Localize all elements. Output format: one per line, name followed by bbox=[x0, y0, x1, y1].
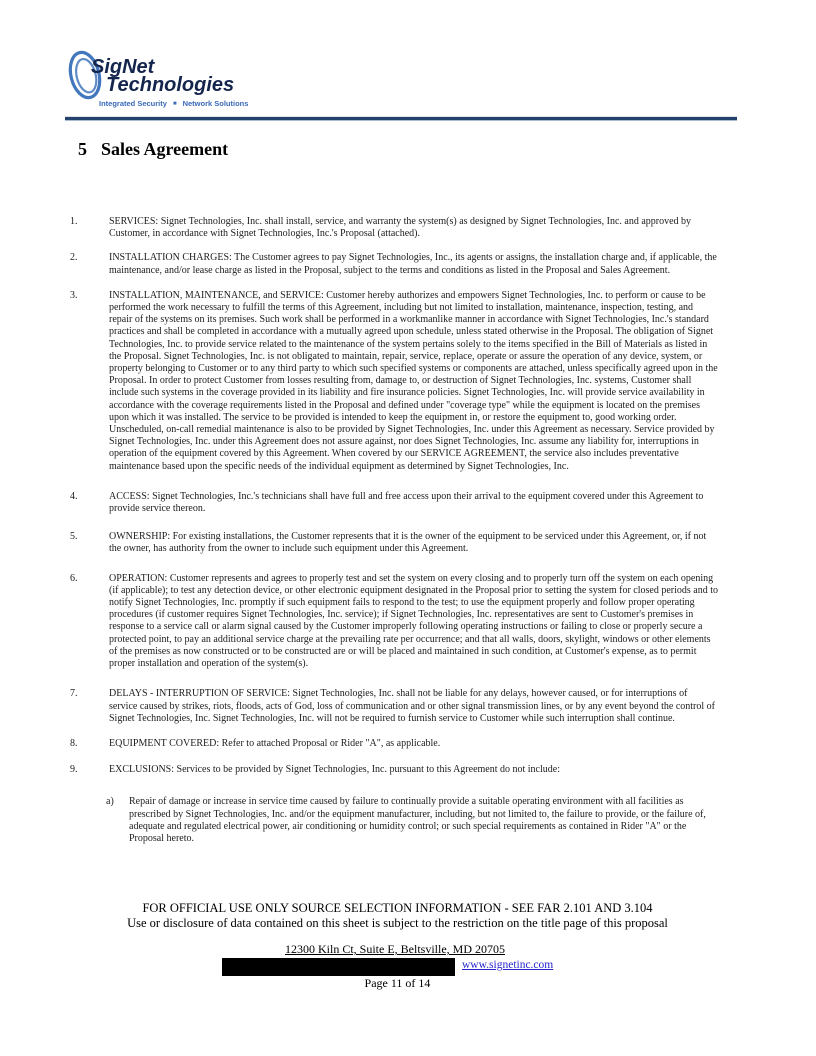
term-number: 9. bbox=[70, 764, 78, 776]
website-link[interactable]: www.signetinc.com bbox=[462, 959, 554, 971]
term-item-installation-maintenance-service bbox=[70, 290, 718, 473]
company-address: 12300 Kiln Ct, Suite E, Beltsville, MD 20705 bbox=[284, 942, 505, 956]
term-number: 7. bbox=[70, 688, 78, 700]
header-divider bbox=[65, 116, 737, 121]
page-number: Page 11 of 14 bbox=[364, 976, 431, 990]
term-item-installation-charges bbox=[70, 252, 718, 276]
term-item-access bbox=[70, 491, 718, 515]
term-text: EQUIPMENT COVERED: Refer to attached Proposal or Rider "A", as applicable. bbox=[109, 737, 441, 749]
term-number: 5. bbox=[70, 531, 78, 543]
term-text: INSTALLATION CHARGES: The Customer agrees to pay Signet Technologies, Inc., its agents or assigns, the installation charge and, if applicable, the maintenance, and/or lease charge as listed in the Proposal, subject to the terms and conditions as listed in the Proposal and Sales Agreement. bbox=[109, 252, 717, 276]
term-item-exclusions bbox=[70, 764, 718, 776]
tagline-square-icon: ■ bbox=[172, 101, 177, 107]
term-text: DELAYS - INTERRUPTION OF SERVICE: Signet Technologies, Inc. shall not be liable for any delays, however caused, or for interruptions of service caused by strikes, riots, floods, acts of God, loss of communication and or other signal transmission lines, or by any event beyond the control of Signet Technologies, Inc. Signet Technologies, Inc. will not be required to furnish service to Customer while such interruption shall continue. bbox=[109, 688, 715, 724]
term-text: OWNERSHIP: For existing installations, the Customer represents that it is the owner of the equipment to be serviced under this Agreement, or, if not the owner, has authority from the owner to include such equipment under this Agreement. bbox=[109, 531, 707, 555]
logo-tagline bbox=[99, 100, 299, 108]
page-title: Sales Agreement bbox=[101, 139, 229, 159]
term-number: 3. bbox=[70, 289, 78, 301]
company-logo bbox=[65, 45, 325, 110]
subitem-label: a) bbox=[106, 796, 114, 808]
subitem-text: Repair of damage or increase in service time caused by failure to continually provide a suitable operating environment with all facilities as prescribed by Signet Technologies, Inc. and/or the equipment manufacturer, including, but not limited to, the failure to provide, or the failure of, adequate and regulated electrical power, air conditioning or humidity control; or such special requirements as contained in Rider "A" or the Proposal hereto. bbox=[129, 796, 706, 844]
term-item-ownership bbox=[70, 531, 718, 555]
term-item-operation bbox=[70, 573, 718, 671]
section-number: 5 bbox=[78, 139, 87, 159]
term-item-delays bbox=[70, 688, 718, 725]
term-number: 2. bbox=[70, 252, 78, 264]
term-number: 6. bbox=[70, 572, 78, 584]
logo-text-technologies: Technologies bbox=[106, 74, 235, 96]
term-item-equipment-covered bbox=[70, 738, 718, 750]
terms-list bbox=[70, 216, 718, 845]
redaction-bar bbox=[222, 958, 455, 976]
term-number: 1. bbox=[70, 216, 78, 227]
exclusion-subitem-a bbox=[106, 796, 718, 845]
term-text: SERVICES: Signet Technologies, Inc. shall install, service, and warranty the system(s) as designed by Signet Technologies, Inc. and approved by Customer, in accordance with Signet Technologies, Inc.'s Proposal (attached). bbox=[109, 216, 692, 240]
fouo-notice-line2: Use or disclosure of data contained on this sheet is subject to the restriction on the title page of this proposal bbox=[127, 915, 668, 930]
fouo-notice bbox=[0, 901, 795, 930]
term-number: 4. bbox=[70, 490, 78, 502]
fouo-notice-line1: FOR OFFICIAL USE ONLY SOURCE SELECTION INFORMATION - SEE FAR 2.101 AND 3.104 bbox=[142, 901, 653, 915]
term-text: ACCESS: Signet Technologies, Inc.'s technicians shall have full and free access upon their arrival to the equipment covered under this Agreement to provide service thereon. bbox=[109, 490, 704, 515]
tagline-right: Network Solutions bbox=[182, 99, 249, 108]
logo-text-signet: SigNet bbox=[91, 56, 155, 78]
term-item-services bbox=[70, 216, 718, 240]
term-number: 8. bbox=[70, 737, 78, 749]
term-text: EXCLUSIONS: Services to be provided by Signet Technologies, Inc. pursuant to this Agreement do not include: bbox=[109, 764, 560, 776]
section-heading bbox=[78, 139, 228, 160]
tagline-left: Integrated Security bbox=[99, 99, 167, 108]
term-text: OPERATION: Customer represents and agrees to properly test and set the system on every closing and to properly turn off the system on each opening (if applicable); to test any detection device, or other electronic equipment designated in the Proposal prior to setting the system for closed periods and to notify Signet Technologies, Inc. promptly if such equipment fails to respond to the test; to use the equipment properly and follow proper operating procedures (if customer requires Signet Technologies, Inc. service); if Signet Technologies, Inc. representatives are sent to Customer's premises in response to a service call or alarm signal caused by the Customer improperly following operating instructions or failing to close or properly secure a protected point, to pay an additional service charge at the prevailing rate per occurrence; and that all walls, doors, skylight, windows or other elements of the premises as now constructed or to be constructed are or will be placed and maintained in such condition, at Customer's expense, as to permit proper installation and operation of the system(s). bbox=[109, 572, 718, 670]
term-text: INSTALLATION, MAINTENANCE, and SERVICE: Customer hereby authorizes and empowers Signet Technologies, Inc. to perform or cause to be performed the work necessary to fulfill the terms of this Agreement, including but not limited to installation, maintenance, inspection, testing, and repair of the systems on its premises. Such work shall be performed in a workmanlike manner in accordance with Signet Technologies, Inc.'s standard practices and shall be completed in accordance with a mutually agreed upon schedule, unless stated otherwise in the Proposal. The obligation of Signet Technologies, Inc. to provide service related to the maintenance of the system pertains solely to the items specified in the Bill of Materials as listed in the Proposal. Signet Technologies, Inc. is not obligated to maintain, repair, service, replace, operate or assure the operation of any device, system, or property belonging to Customer or to any third party to which such specified systems or components are attached, unless specifically agreed upon in the Proposal. In order to protect Customer from losses resulting from, damage to, or destruction of Signet Technologies, Inc. systems, Customer shall include such systems in the coverage provided in its liability and fire insurance policies. Signet Technologies, Inc. will provide service availability in accordance with the coverage requirements listed in the Proposal and defined under "coverage type" while the equipment is located on the premises upon which it was installed. The service to be provided is intended to keep the equipment in, or restore the equipment to, good working order. Unscheduled, on-call remedial maintenance is also to be provided by Signet Technologies, Inc. under this Agreement as necessary. Service provided by Signet Technologies, Inc. under this Agreement does not assure against, nor does Signet Technologies, Inc. assume any liability for, interruptions in operation of the equipment covered by this Agreement. When covered by our SERVICE AGREEMENT, the service also includes preventative maintenance based upon the specific needs of the individual equipment as determined by Signet Technologies, Inc. bbox=[109, 289, 718, 472]
